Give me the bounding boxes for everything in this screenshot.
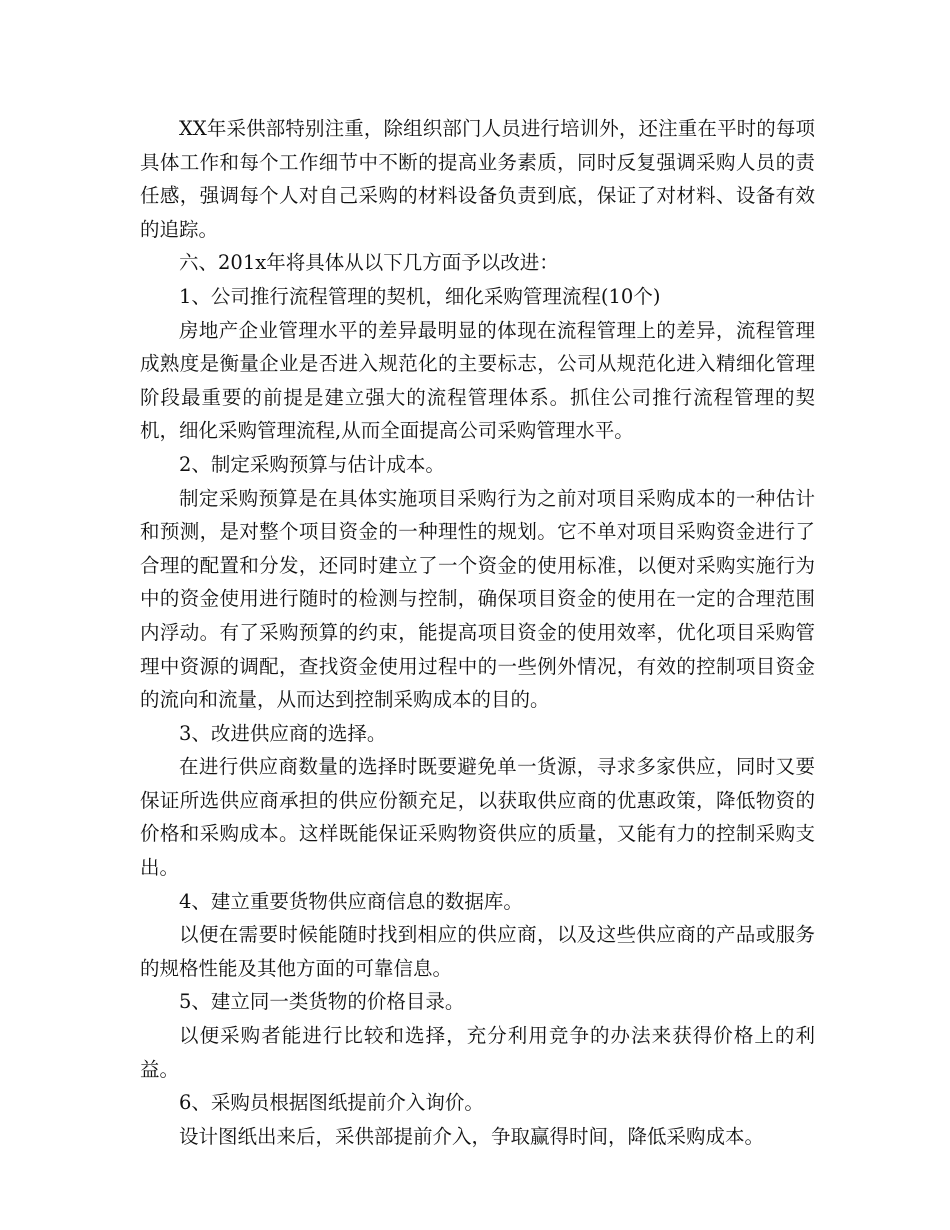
paragraph-training-focus: XX年采供部特别注重，除组织部门人员进行培训外，还注重在平时的每项具体工作和每个工作细节中不断的提高业务素质，同时反复强调采购人员的责任感，强调每个人对自己采购的材料设备负责到底，保证了对材料、设备有效的追踪。 (140, 117, 815, 241)
paragraph-process-management: 房地产企业管理水平的差异最明显的体现在流程管理上的差异，流程管理成熟度是衡量企业是否进入规范化的主要标志，公司从规范化进入精细化管理阶段最重要的前提是建立强大的流程管理体系。抓住公司推行流程管理的契机，细化采购管理流程,从而全面提高公司采购管理水平。 (140, 318, 815, 443)
item-heading-early-inquiry: 6、采购员根据图纸提前介入询价。 (179, 1091, 484, 1115)
paragraph-early-inquiry: 设计图纸出来后，采供部提前介入，争取赢得时间，降低采购成本。 (179, 1124, 765, 1148)
paragraph-supplier-selection: 在进行供应商数量的选择时既要避免单一货源，寻求多家供应，同时又要保证所选供应商承担的供应份额充足，以获取供应商的优惠政策，降低物资的价格和采购成本。这样既能保证采购物资供应的质量，又能有力的控制采购支出。 (140, 755, 815, 880)
item-heading-supplier-database: 4、建立重要货物供应商信息的数据库。 (179, 889, 523, 913)
item-heading-budget: 2、制定采购预算与估计成本。 (179, 452, 445, 476)
item-heading-price-catalog: 5、建立同一类货物的价格目录。 (179, 990, 465, 1014)
paragraph-price-catalog: 以便采购者能进行比较和选择，充分利用竞争的办法来获得价格上的利益。 (140, 1024, 815, 1081)
item-heading-supplier-selection: 3、改进供应商的选择。 (179, 721, 387, 745)
item-heading-process-management: 1、公司推行流程管理的契机，细化采购管理流程(10个) (179, 284, 661, 308)
section-heading-improvements: 六、201x年将具体从以下几方面予以改进： (179, 251, 559, 275)
paragraph-budget: 制定采购预算是在具体实施项目采购行为之前对项目采购成本的一种估计和预测，是对整个项目资金的一种理性的规划。它不单对项目采购资金进行了合理的配置和分发，还同时建立了一个资金的使用标准，以便对采购实施行为中的资金使用进行随时的检测与控制，确保项目资金的使用在一定的合理范围内浮动。有了采购预算的约束，能提高项目资金的使用效率，优化项目采购管理中资源的调配，查找资金使用过程中的一些例外情况，有效的控制项目资金的流向和流量，从而达到控制采购成本的目的。 (140, 486, 815, 712)
paragraph-supplier-database: 以便在需要时候能随时找到相应的供应商，以及这些供应商的产品或服务的规格性能及其他方面的可靠信息。 (140, 923, 815, 980)
document-body (140, 112, 815, 1153)
